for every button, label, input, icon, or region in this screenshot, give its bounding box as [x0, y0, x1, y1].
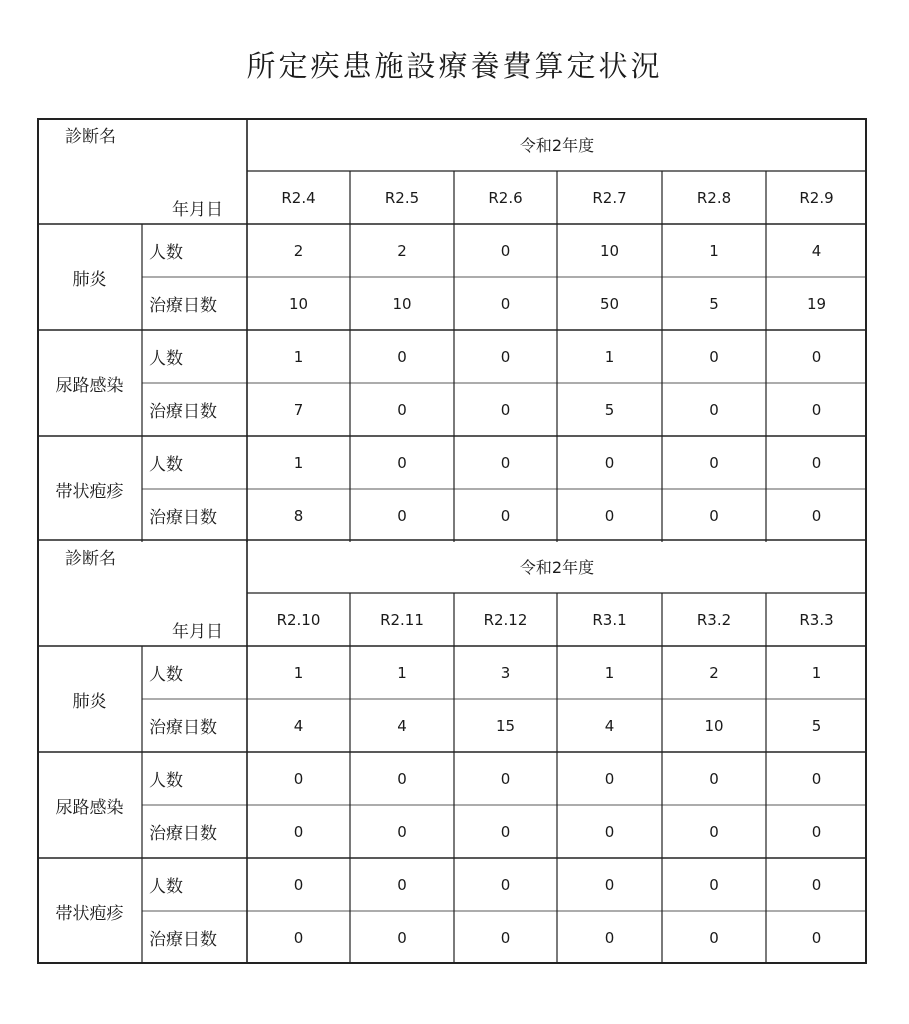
- value-cell: 0: [500, 400, 511, 419]
- diagnosis-name: 肺炎: [72, 269, 107, 290]
- value-cell: 1: [604, 663, 615, 682]
- value-cell: 4: [604, 716, 615, 735]
- value-cell: 0: [500, 506, 511, 525]
- value-cell: 4: [811, 241, 822, 260]
- metric-label: 人数: [149, 877, 183, 897]
- metric-label: 治療日数: [149, 402, 217, 422]
- value-cell: 10: [704, 716, 724, 735]
- metric-label: 治療日数: [149, 718, 217, 738]
- value-cell: 19: [806, 294, 827, 313]
- value-cell: 0: [604, 928, 615, 947]
- metric-label: 治療日数: [149, 824, 217, 844]
- value-cell: 0: [397, 875, 407, 894]
- corner-label-date: 年月日: [172, 622, 223, 642]
- value-cell: 4: [293, 716, 304, 735]
- value-cell: 7: [293, 400, 304, 419]
- corner-label-date: 年月日: [172, 200, 223, 220]
- value-cell: 2: [293, 241, 304, 260]
- value-cell: 0: [397, 400, 407, 419]
- month-header: R2.7: [592, 188, 627, 207]
- value-cell: 2: [397, 241, 407, 260]
- value-cell: 50: [599, 294, 620, 313]
- value-cell: 0: [709, 400, 719, 419]
- value-cell: 0: [293, 928, 304, 947]
- value-cell: 0: [604, 822, 615, 841]
- care-fee-table: [37, 118, 867, 964]
- value-cell: 0: [397, 347, 407, 366]
- fiscal-year-header: 令和2年度: [519, 558, 595, 577]
- value-cell: 0: [293, 822, 304, 841]
- value-cell: 0: [811, 769, 822, 788]
- corner-label-diagnosis: 診断名: [65, 549, 116, 569]
- value-cell: 0: [500, 453, 511, 472]
- value-cell: 0: [500, 822, 511, 841]
- value-cell: 5: [709, 294, 719, 313]
- value-cell: 0: [604, 875, 615, 894]
- value-cell: 0: [397, 822, 407, 841]
- value-cell: 5: [604, 400, 615, 419]
- value-cell: 0: [811, 928, 822, 947]
- metric-label: 治療日数: [149, 508, 217, 528]
- diagnosis-name: 尿路感染: [55, 375, 124, 396]
- value-cell: 0: [811, 347, 822, 366]
- value-cell: 0: [709, 769, 719, 788]
- value-cell: 0: [293, 875, 304, 894]
- value-cell: 0: [604, 506, 615, 525]
- value-cell: 0: [604, 453, 615, 472]
- value-cell: 0: [293, 769, 304, 788]
- corner-label-diagnosis: 診断名: [65, 127, 116, 147]
- value-cell: 0: [500, 875, 511, 894]
- month-header: R3.3: [799, 610, 834, 629]
- document-title: 所定疾患施設療養費算定状況: [246, 49, 663, 83]
- value-cell: 0: [811, 875, 822, 894]
- value-cell: 0: [709, 928, 719, 947]
- value-cell: 1: [811, 663, 822, 682]
- value-cell: 1: [293, 453, 304, 472]
- metric-label: 人数: [149, 243, 183, 263]
- metric-label: 治療日数: [149, 296, 217, 316]
- value-cell: 0: [709, 822, 719, 841]
- value-cell: 0: [397, 506, 407, 525]
- value-cell: 0: [709, 506, 719, 525]
- value-cell: 0: [500, 347, 511, 366]
- diagnosis-name: 肺炎: [72, 691, 107, 712]
- month-header: R2.8: [696, 188, 732, 207]
- month-header: R2.6: [488, 188, 523, 207]
- value-cell: 0: [500, 928, 511, 947]
- diagnosis-name: 尿路感染: [55, 797, 124, 818]
- fiscal-year-header: 令和2年度: [519, 136, 595, 155]
- metric-label: 人数: [149, 771, 183, 791]
- month-header: R2.12: [483, 610, 528, 629]
- value-cell: 15: [495, 716, 516, 735]
- value-cell: 0: [500, 241, 511, 260]
- value-cell: 0: [397, 453, 407, 472]
- metric-label: 治療日数: [149, 930, 217, 950]
- month-header: R2.4: [281, 188, 316, 207]
- metric-label: 人数: [149, 665, 183, 685]
- value-cell: 0: [604, 769, 615, 788]
- value-cell: 1: [709, 241, 719, 260]
- diagnosis-name: 帯状疱疹: [55, 481, 124, 502]
- month-header: R2.5: [384, 188, 420, 207]
- value-cell: 10: [288, 294, 309, 313]
- month-header: R2.11: [380, 610, 424, 629]
- month-header: R3.1: [592, 610, 627, 629]
- value-cell: 5: [811, 716, 822, 735]
- value-cell: 0: [709, 875, 719, 894]
- value-cell: 0: [811, 400, 822, 419]
- diagnosis-name: 帯状疱疹: [55, 903, 124, 924]
- value-cell: 0: [709, 453, 719, 472]
- value-cell: 0: [811, 506, 822, 525]
- metric-label: 人数: [149, 349, 183, 369]
- value-cell: 0: [811, 822, 822, 841]
- value-cell: 4: [397, 716, 407, 735]
- metric-label: 人数: [149, 455, 183, 475]
- value-cell: 0: [500, 294, 511, 313]
- value-cell: 1: [604, 347, 615, 366]
- value-cell: 1: [397, 663, 407, 682]
- month-header: R2.10: [276, 610, 321, 629]
- value-cell: 3: [500, 663, 511, 682]
- value-cell: 8: [293, 506, 304, 525]
- value-cell: 1: [293, 663, 304, 682]
- value-cell: 0: [500, 769, 511, 788]
- value-cell: 2: [709, 663, 719, 682]
- value-cell: 0: [811, 453, 822, 472]
- value-cell: 1: [293, 347, 304, 366]
- value-cell: 10: [392, 294, 412, 313]
- month-header: R3.2: [696, 610, 732, 629]
- month-header: R2.9: [799, 188, 834, 207]
- value-cell: 0: [709, 347, 719, 366]
- value-cell: 10: [599, 241, 620, 260]
- value-cell: 0: [397, 769, 407, 788]
- value-cell: 0: [397, 928, 407, 947]
